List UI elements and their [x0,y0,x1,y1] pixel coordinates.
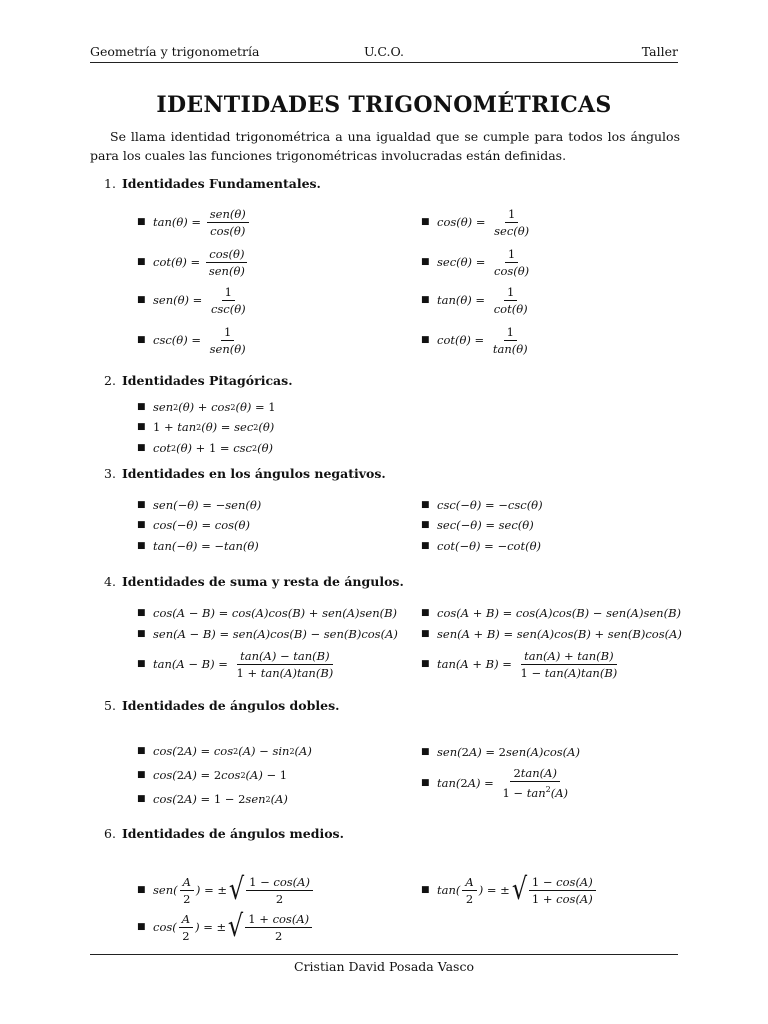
formula-item: ■ sen( $\frac{A}{2}$ ) = ± √ $\frac{1 - \cos(A)}{2}$ [137,880,315,900]
section-heading: 3. Identidades en los ángulos negativos. [104,466,386,481]
formula-item: ■ cos(−θ) = cos(θ) [137,518,250,532]
formula-item: ■ sen(A − B) = sen(A)cos(B) − sen(B)cos(A) [137,627,398,641]
formula-item: ■ cot(θ) = $\frac{1}{\tan(\theta)}$ [421,324,528,356]
formula-item: ■ cos(A + B) = cos(A)cos(B) − sen(A)sen(B) [421,606,682,620]
formula-item: ■ tan(−θ) = −tan(θ) [137,539,259,553]
formula-item: ■ tan(A − B) = $\frac{\tan(A) - \tan(B)}{1 + \tan(A)\tan(B)}$ [137,648,334,680]
formula-item: ■ csc(−θ) = −csc(θ) [421,498,543,512]
formula-item: ■ sec(θ) = $\frac{1}{\cos(\theta)}$ [421,246,530,278]
formula-item: ■ cot(θ) = $\frac{\cos(\theta)}{\text{sen(θ)}}$ [137,252,250,272]
formula-item: ■ tan( $\frac{A}{2}$ ) = ± √ $\frac{1 - \cos(A)}{1 + \cos(A)}$ [421,880,598,900]
header-right: Taller [641,44,678,59]
header-center: U.C.O. [364,44,404,59]
formula-item: ■ sen 2 (θ) + cos 2 (θ) = 1 [137,400,276,414]
formula-item: ■ cos( $\frac{A}{2}$ ) = ± √ $\frac{1 + \cos(A)}{2}$ [137,917,314,937]
formula-item: ■ 1 + tan 2 (θ) = sec 2 (θ) [137,420,275,434]
formula-item: ■ sen(A + B) = sen(A)cos(B) + sen(B)cos(A) [421,627,682,641]
formula-item: ■ cos( 2 A) = cos 2 (A) − sin 2 (A) [137,744,312,758]
formula-item: ■ cos(A − B) = cos(A)cos(B) + sen(A)sen(B) [137,606,398,620]
formula-item: ■ cot 2 (θ) + 1 = csc 2 (θ) [137,441,274,455]
formula-item: ■ sen(θ) = $\frac{1}{\csc(\theta)}$ [137,284,246,316]
formula-item: ■ sen( 2 A) = 2 sen(A)cos(A) [421,745,580,759]
section-heading: 5. Identidades de ángulos dobles. [104,698,340,713]
formula-item: ■ cot(−θ) = −cot(θ) [421,539,542,553]
formula-item: ■ sec(−θ) = sec(θ) [421,518,534,532]
section-heading: 2. Identidades Pitagóricas. [104,373,293,388]
formula-item: ■ cos( 2 A) = 1 − 2 sen 2 (A) [137,792,288,806]
intro-paragraph: Se llama identidad trigonométrica a una igualdad que se cumple para todos los ángulos para los cuales las funciones trigonométricas involucradas están definidas. [90,129,680,163]
formula-item: ■ tan(A + B) = $\frac{\tan(A) + \tan(B)}{1 - \tan(A)\tan(B)}$ [421,648,618,680]
formula-item: ■ tan(θ) = $\frac{\text{sen(θ)}}{\cos(\theta)}$ [137,212,251,232]
formula-item: ■ tan(θ) = $\frac{1}{\cot(\theta)}$ [421,284,528,316]
section-heading: 6. Identidades de ángulos medios. [104,826,344,841]
formula-item: ■ cos( 2 A) = 2 cos 2 (A) − 1 [137,768,288,782]
formula-item: ■ csc(θ) = $\frac{1}{\text{sen(θ)}}$ [137,324,246,356]
formula-item: ■ sen(−θ) = −sen(θ) [137,498,262,512]
formula-item: ■ tan( 2 A) = $\frac{2\tan(A)}{1 - \tan^2(A)}$ [421,766,568,800]
page-title: IDENTIDADES TRIGONOMÉTRICAS [156,92,612,118]
section-heading: 1. Identidades Fundamentales. [104,176,321,191]
section-heading: 4. Identidades de suma y resta de ángulos. [104,574,404,589]
page-footer: Cristian David Posada Vasco [90,954,678,974]
formula-item: ■ cos(θ) = $\frac{1}{\sec(\theta)}$ [421,206,530,238]
page-header [90,44,678,63]
header-left: Geometría y trigonometría [90,44,260,59]
